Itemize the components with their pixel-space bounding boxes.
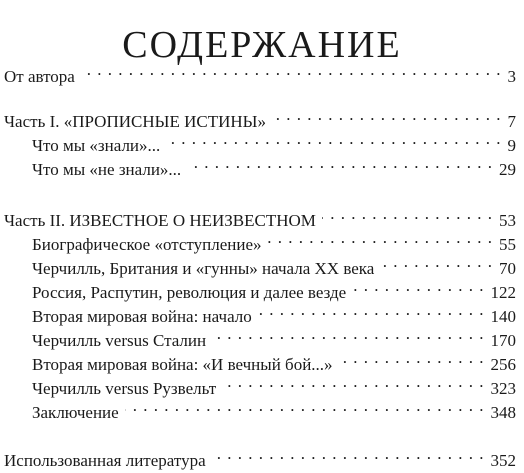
toc-entry-label: Заключение <box>32 403 119 422</box>
leader-dots <box>212 442 485 466</box>
toc-entry-page: 348 <box>490 403 516 422</box>
toc-entry-conclusion <box>32 394 516 425</box>
toc-entry-label: Что мы «не знали»... <box>32 160 182 179</box>
toc-entry-page: 170 <box>490 331 516 350</box>
toc-entry-page: 3 <box>507 67 516 86</box>
toc-entry-page: 122 <box>490 283 516 302</box>
leader-dots <box>272 103 502 127</box>
toc-entry-page: 7 <box>507 112 516 131</box>
leader-dots <box>267 226 493 250</box>
toc-entry-page: 9 <box>507 136 516 155</box>
toc-entry-label: Часть II. ИЗВЕСТНОЕ О НЕИЗВЕСТНОМ <box>4 211 316 230</box>
toc-entry-chto-my-ne-znali <box>32 151 516 182</box>
toc-entry-label: Черчилль versus Рузвельт <box>32 379 217 398</box>
toc-entry-page: 140 <box>490 307 516 326</box>
toc-entry-label: Черчилль, Британия и «гунны» начала XX века <box>32 259 375 278</box>
leader-dots <box>380 250 493 274</box>
toc-entry-ot-avtora <box>4 58 516 89</box>
toc-entry-label: Что мы «знали»... <box>32 136 161 155</box>
leader-dots <box>339 346 485 370</box>
toc-entry-page: 55 <box>499 235 516 254</box>
toc-entry-label: От автора <box>4 67 75 86</box>
leader-dots <box>258 298 485 322</box>
toc-entry-page: 29 <box>499 160 516 179</box>
leader-dots <box>212 322 484 346</box>
toc-entry-page: 323 <box>490 379 516 398</box>
toc-entry-label: Использованная литература <box>4 451 206 470</box>
toc-entry-label: Вторая мировая война: «И вечный бой...» <box>32 355 333 374</box>
page-title: СОДЕРЖАНИЕ <box>122 24 402 67</box>
leader-dots <box>81 58 502 82</box>
toc-entry-page: 53 <box>499 211 516 230</box>
toc-entry-page: 70 <box>499 259 516 278</box>
toc-entry-label: Биографическое «отступление» <box>32 235 262 254</box>
leader-dots <box>125 394 485 418</box>
toc-entry-page: 256 <box>490 355 516 374</box>
leader-dots <box>166 127 501 151</box>
leader-dots <box>222 370 484 394</box>
leader-dots <box>322 202 493 226</box>
toc-entry-label: Россия, Распутин, революция и далее везде <box>32 283 347 302</box>
toc-entry-label: Часть I. «ПРОПИСНЫЕ ИСТИНЫ» <box>4 112 266 131</box>
toc-entry-references <box>4 442 516 473</box>
toc-entry-label: Черчилль versus Сталин <box>32 331 207 350</box>
leader-dots <box>187 151 493 175</box>
toc-entry-label: Вторая мировая война: начало <box>32 307 252 326</box>
leader-dots <box>352 274 484 298</box>
toc-entry-page: 352 <box>490 451 516 470</box>
